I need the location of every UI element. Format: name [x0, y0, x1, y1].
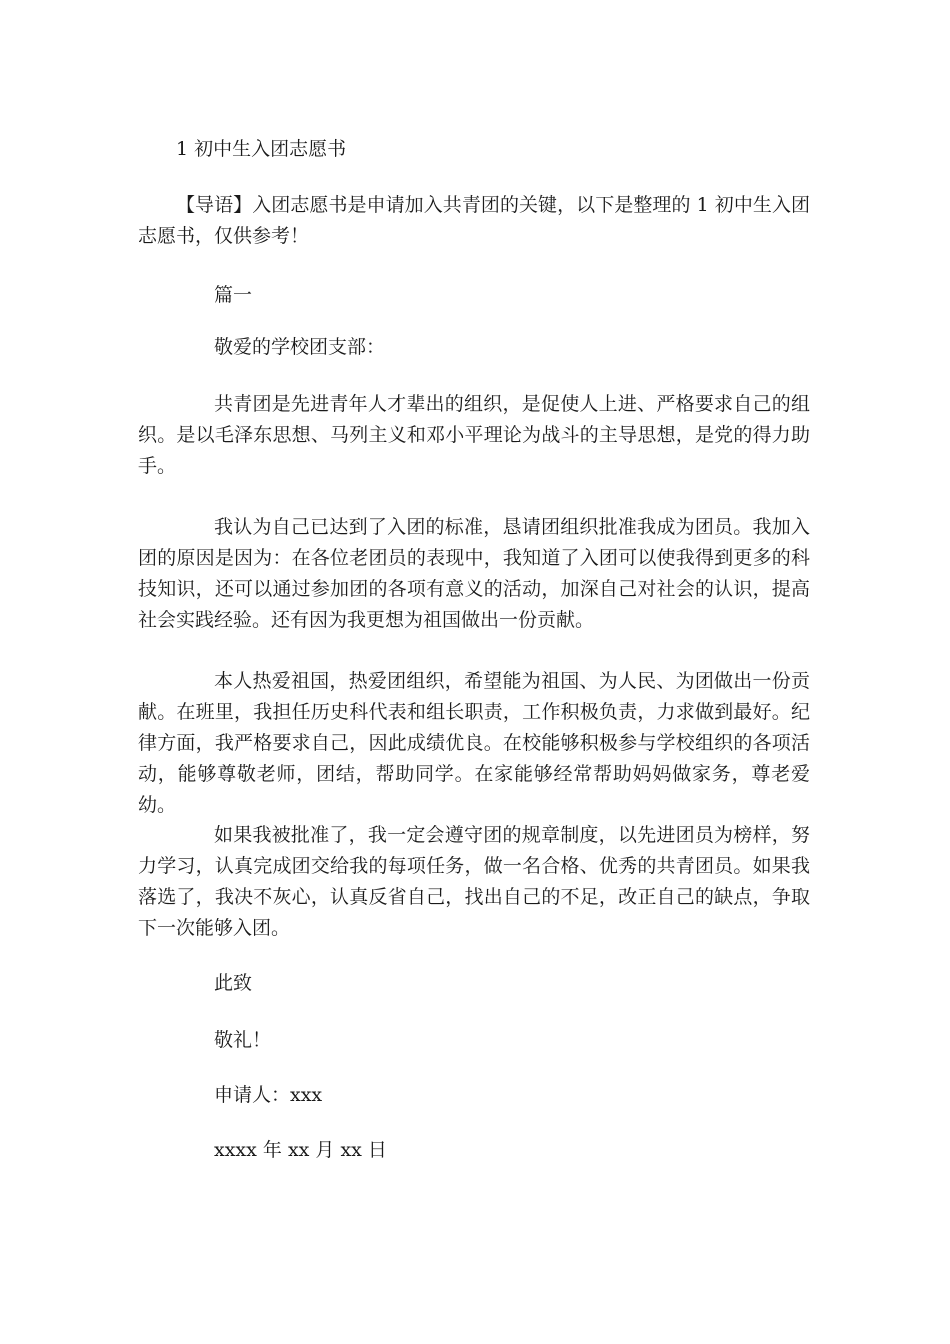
- body-paragraph-4: 如果我被批准了，我一定会遵守团的规章制度，以先进团员为榜样，努力学习，认真完成团交给我的每项任务，做一名合格、优秀的共青团员。如果我落选了，我决不灰心，认真反省自己，找出自己的不足，改正自己的缺点，争取下一次能够入团。: [138, 824, 810, 939]
- applicant: 申请人：xxx: [214, 1084, 323, 1106]
- section-heading: 篇一: [214, 284, 253, 306]
- date: xxxx 年 xx 月 xx 日: [214, 1139, 387, 1161]
- body-paragraph-2: 我认为自己已达到了入团的标准，恳请团组织批准我成为团员。我加入团的原因是因为：在各位老团员的表现中，我知道了入团可以使我得到更多的科技知识，还可以通过参加团的各项有意义的活动，加深自己对社会的认识，提高社会实践经验。还有因为我更想为祖国做出一份贡献。: [138, 516, 810, 631]
- closing: 此致: [214, 972, 253, 994]
- regards: 敬礼！: [214, 1029, 272, 1051]
- intro-paragraph: 【导语】入团志愿书是申请加入共青团的关键，以下是整理的 1 初中生入团志愿书，仅供参考！: [138, 194, 810, 247]
- salutation: 敬爱的学校团支部：: [214, 336, 386, 358]
- body-paragraph-1: 共青团是先进青年人才辈出的组织，是促使人上进、严格要求自己的组织。是以毛泽东思想、马列主义和邓小平理论为战斗的主导思想，是党的得力助手。: [138, 393, 810, 477]
- body-paragraph-3: 本人热爱祖国，热爱团组织，希望能为祖国、为人民、为团做出一份贡献。在班里，我担任历史科代表和组长职责，工作积极负责，力求做到最好。纪律方面，我严格要求自己，因此成绩优良。在校能够积极参与学校组织的各项活动，能够尊敬老师，团结，帮助同学。在家能够经常帮助妈妈做家务，尊老爱幼。: [138, 670, 810, 816]
- document-title: 1 初中生入团志愿书: [176, 138, 347, 160]
